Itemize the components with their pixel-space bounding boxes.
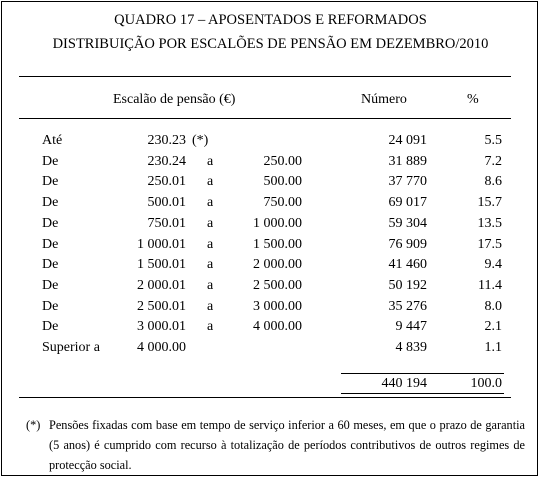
row-sep: a	[207, 153, 214, 169]
row-from: 3 000.01	[137, 319, 186, 335]
row-numero: 69 017	[388, 195, 427, 211]
header-escalao: Escalão de pensão (€)	[113, 92, 236, 107]
row-to: 2 500.00	[253, 277, 302, 293]
row-to: 250.00	[263, 153, 302, 169]
row-from: 230.24	[147, 153, 186, 169]
row-sep: a	[207, 174, 214, 190]
row-sep: a	[207, 257, 214, 273]
row-percent: 1.1	[484, 340, 502, 355]
row-sep: a	[207, 215, 214, 231]
row-to: 4 000.00	[253, 319, 302, 335]
total-numero: 440 194	[381, 376, 427, 391]
row-from: 4 000.00	[137, 340, 186, 355]
row-numero: 35 276	[388, 298, 427, 314]
row-sep: a	[207, 319, 214, 335]
footnote-mark: (*)	[26, 418, 41, 432]
row-label: De	[42, 257, 59, 273]
row-percent: 7.2	[484, 153, 502, 169]
row-label: De	[42, 174, 59, 190]
row-label: Superior a	[42, 340, 100, 355]
row-percent: 15.7	[477, 195, 502, 211]
row-from: 500.01	[147, 195, 186, 211]
row-numero: 4 839	[395, 340, 427, 355]
row-sep: a	[207, 277, 214, 293]
header-top-rule	[19, 76, 511, 77]
total-rule-top	[341, 373, 504, 374]
row-percent: 5.5	[484, 133, 502, 148]
row-percent: 13.5	[477, 215, 502, 231]
row-numero: 76 909	[388, 236, 427, 252]
row-from: 230.23	[147, 133, 186, 148]
row-percent: 8.0	[484, 298, 502, 314]
header-numero: Número	[361, 92, 407, 107]
row-numero: 50 192	[388, 277, 427, 293]
row-percent: 9.4	[484, 257, 502, 273]
row-percent: 11.4	[478, 277, 502, 293]
table-title: QUADRO 17 – APOSENTADOS E REFORMADOS	[114, 12, 427, 28]
row-percent: 17.5	[477, 236, 502, 252]
row-label: De	[42, 215, 59, 231]
row-label: De	[42, 236, 59, 252]
row-numero: 41 460	[388, 257, 427, 273]
row-numero: 59 304	[388, 215, 427, 231]
row-sep: a	[207, 195, 214, 211]
row-sep: a	[207, 236, 214, 252]
row-label: De	[42, 319, 59, 335]
row-from: 1 500.01	[137, 257, 186, 273]
row-to: 1 000.00	[253, 215, 302, 231]
row-to: 500.00	[263, 174, 302, 190]
row-label: Até	[42, 133, 63, 148]
row-sep: a	[207, 298, 214, 314]
row-label: De	[42, 298, 59, 314]
row-from: 1 000.01	[137, 236, 186, 252]
table-subtitle: DISTRIBUIÇÃO POR ESCALÕES DE PENSÃO EM DEZEMBRO/2010	[52, 36, 489, 52]
row-from: 2 000.01	[137, 277, 186, 293]
row-from: 2 500.01	[137, 298, 186, 314]
table-bottom-rule	[19, 397, 511, 398]
total-percent: 100.0	[470, 376, 502, 391]
header-percent: %	[467, 92, 479, 107]
row-to: 2 000.00	[253, 257, 302, 273]
row-to: 1 500.00	[253, 236, 302, 252]
row-percent: 8.6	[484, 174, 502, 190]
header-bottom-rule	[19, 118, 511, 119]
row-from: 750.01	[147, 215, 186, 231]
row-percent: 2.1	[484, 319, 502, 335]
row-numero: 24 091	[388, 133, 427, 148]
row-label: De	[42, 277, 59, 293]
row-to: 750.00	[263, 195, 302, 211]
row-numero: 37 770	[388, 174, 427, 190]
row-from: 250.01	[147, 174, 186, 190]
row-sep: (*)	[192, 133, 209, 148]
footnote-text: Pensões fixadas com base em tempo de serviço inferior a 60 meses, em que o prazo de garantia (5 anos) é cumprido com recurso à totalização de períodos contributivos de outros regimes de protecção social.	[49, 418, 525, 472]
row-label: De	[42, 195, 59, 211]
row-numero: 9 447	[395, 319, 427, 335]
total-rule-bottom-1	[341, 393, 504, 394]
row-numero: 31 889	[388, 153, 427, 169]
row-label: De	[42, 153, 59, 169]
row-to: 3 000.00	[253, 298, 302, 314]
